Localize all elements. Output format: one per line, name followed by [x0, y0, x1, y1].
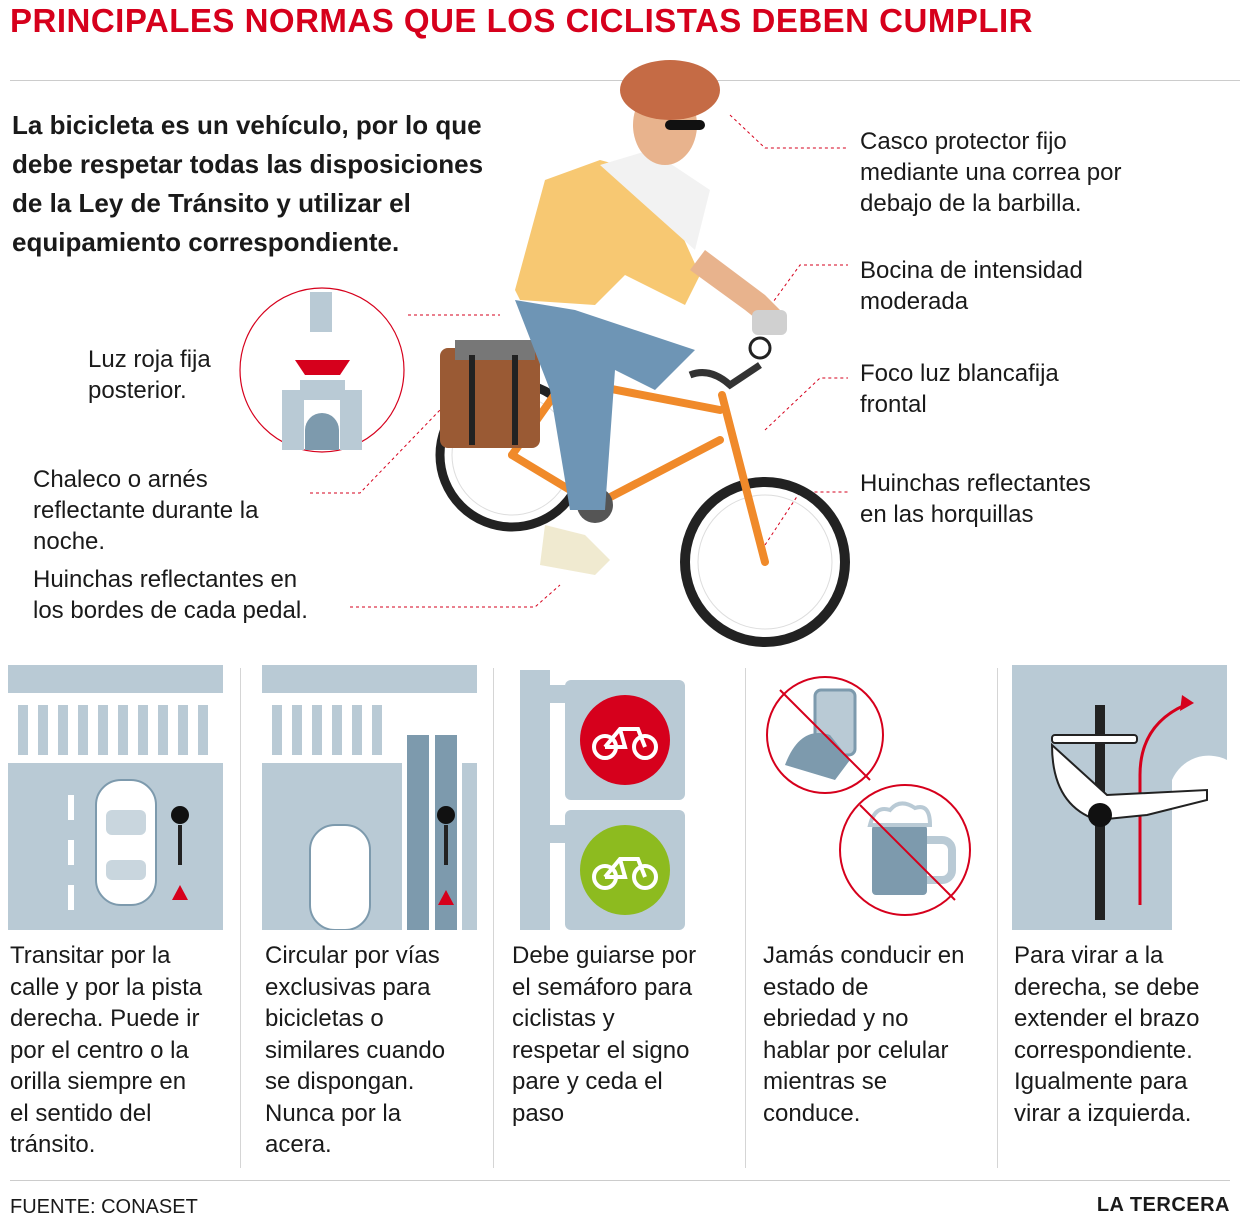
rule-line: mientras se: [763, 1068, 888, 1095]
rule-line: derecha. Puede ir: [10, 1005, 200, 1032]
bicycle-traffic-light-illustration: [520, 665, 735, 930]
callout-vest: [33, 464, 258, 557]
rule-line: correspondiente.: [1014, 1036, 1193, 1064]
rule-text-bike-lanes: [265, 940, 490, 1161]
callout-front-light: [860, 358, 1059, 420]
rule-line: acera.: [265, 1131, 332, 1158]
rule-line: se dispongan.: [265, 1068, 415, 1095]
rule-line: exclusivas para: [265, 973, 431, 1001]
rule-line: pare y ceda el: [512, 1068, 663, 1095]
street-lanes-illustration: [8, 665, 223, 930]
rule-line: virar a izquierda.: [1014, 1099, 1192, 1127]
page-title: PRINCIPALES NORMAS QUE LOS CICLISTAS DEBEN CUMPLIR: [10, 2, 1033, 39]
callout-pedal-tapes-line: los bordes de cada pedal.: [33, 597, 308, 624]
callout-helmet-line: Casco protector fijo: [860, 128, 1067, 155]
rule-line: bicicletas o: [265, 1005, 384, 1032]
rule-text-lanes: [10, 940, 235, 1161]
rule-line: Jamás conducir en: [763, 942, 965, 969]
rule-line: ciclistas y: [512, 1005, 615, 1032]
callout-rear-light: [88, 344, 211, 406]
column-divider: [240, 668, 241, 1168]
turn-signal-arm-illustration: [1012, 665, 1227, 930]
callout-horn: [860, 255, 1083, 317]
callout-helmet-line: debajo de la barbilla.: [860, 190, 1082, 217]
rule-line: hablar por celular: [763, 1036, 949, 1064]
rule-line: Debe guiarse por: [512, 942, 697, 969]
intro-text: La bicicleta es un vehículo, por lo que debe respetar todas las disposiciones de la Ley de Tránsito y utilizar el equipamiento correspondiente.: [12, 110, 484, 257]
rule-text-traffic-light: [512, 940, 737, 1129]
rule-line: por el centro o la: [10, 1036, 189, 1064]
rule-line: calle y por la pista: [10, 973, 203, 1001]
rule-line: Para virar a la: [1014, 942, 1164, 969]
rule-line: ebriedad y no: [763, 1005, 909, 1032]
callout-rear-light-line: Luz roja fija: [88, 346, 211, 373]
rule-line: tránsito.: [10, 1131, 96, 1158]
rule-line: orilla siempre en: [10, 1068, 187, 1095]
rule-line: el semáforo para: [512, 973, 693, 1001]
rule-line: estado de: [763, 973, 869, 1001]
rule-text-turning: [1014, 940, 1239, 1129]
rule-line: Igualmente para: [1014, 1068, 1188, 1095]
rule-line: similares cuando: [265, 1036, 446, 1064]
callout-vest-line: noche.: [33, 528, 106, 555]
no-phone-no-alcohol-illustration: [760, 665, 975, 930]
column-divider: [493, 668, 494, 1168]
callout-front-light-line: Foco luz blancafija: [860, 360, 1059, 387]
callout-horn-line: moderada: [860, 288, 969, 315]
rule-line: Circular por vías: [265, 942, 440, 969]
column-divider: [745, 668, 746, 1168]
rule-line: Nunca por la: [265, 1099, 402, 1127]
column-divider: [997, 668, 998, 1168]
callout-horn-line: Bocina de intensidad: [860, 257, 1083, 284]
rule-line: paso: [512, 1099, 565, 1127]
callout-helmet-line: mediante una correa por: [860, 159, 1122, 186]
callout-rear-light-line: posterior.: [88, 377, 187, 404]
callout-vest-line: Chaleco o arnés: [33, 466, 208, 493]
callout-helmet: [860, 126, 1122, 219]
callout-pedal-tapes-line: Huinchas reflectantes en: [33, 566, 298, 593]
rule-text-prohibitions: [763, 940, 988, 1129]
rule-line: derecha, se debe: [1014, 973, 1200, 1001]
rule-line: Transitar por la: [10, 942, 171, 969]
callout-fork-tapes-line: Huinchas reflectantes: [860, 470, 1091, 497]
callout-fork-tapes-line: en las horquillas: [860, 501, 1034, 528]
footer-divider: [10, 1180, 1230, 1181]
rule-line: respetar el signo: [512, 1036, 690, 1064]
callout-pedal-tapes: [33, 564, 308, 626]
rule-line: extender el brazo: [1014, 1005, 1200, 1032]
callout-fork-tapes: [860, 468, 1091, 530]
rule-line: el sentido del: [10, 1099, 152, 1127]
source-credit: FUENTE: CONASET: [10, 1196, 198, 1218]
callout-front-light-line: frontal: [860, 391, 927, 418]
rule-line: conduce.: [763, 1099, 861, 1127]
bike-lane-illustration: [262, 665, 477, 930]
callout-vest-line: reflectante durante la: [33, 497, 259, 524]
publisher-brand: LA TERCERA: [1096, 1194, 1230, 1216]
